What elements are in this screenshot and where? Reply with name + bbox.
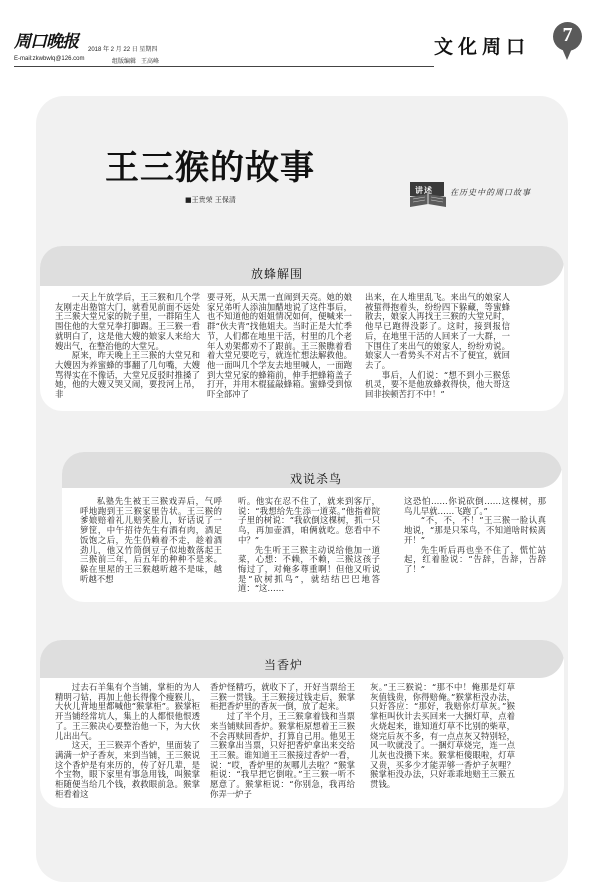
article-byline: ■王贵荣 王保清 [185, 196, 236, 204]
issue-date: 2018 年 2 月 22 日 星期四 [88, 47, 158, 53]
paragraph: 过了半个月，王三猴拿着钱和当票来当铺赎回香炉。猴掌柜原想着王三猴不会再赎回香炉，打算自己用。他见王三猴拿出当票，只好把香炉拿出来交给王三猴。谁知道王三猴接过香炉一看，说：“哎，香炉里的灰哪儿去啦？”猴掌柜说：“我早把它倒啦。”王三猴一听不愿意了。猴掌柜说：“你别急，我再给你弄一炉子 [210, 711, 355, 799]
section-2-column-2 [238, 497, 380, 594]
page-number-badge [553, 22, 582, 62]
paragraph: 过去石羊集有个当铺，掌柜的为人精明刁钻，再加上他长得像个瘦猴儿，大伙儿背地里都喊他“猴掌柜”。猴掌柜开当铺经常坑人，集上的人都恨他恨透了。王三猴决心要整治他一下，为大伙儿出出气。 [55, 682, 200, 741]
paragraph: 先生听王三猴主动说给他加一道菜，心想：不赖，不赖，三猴这孩子悔过了，对俺多尊重啊！但他又听说是“砍树抓鸟”，就结结巴巴地答道：“这…… [238, 544, 380, 594]
tag-highlight: 讲述 [415, 185, 433, 195]
tag-text: 在历史中的周口故事 [450, 188, 531, 197]
page-section-title: 文化周口 [434, 37, 531, 58]
section-1-column-2 [207, 293, 352, 400]
paragraph: 原来，昨天晚上王三猴的大堂兄和大嫂因为养蜜蜂的事翻了几句嘴，大嫂骂得实在不像话，大堂兄反驳时推搡了她，他的大嫂又哭又闹，要投河上吊，非 [55, 350, 200, 400]
section-3-column-3 [370, 683, 515, 790]
paragraph: 这天，王三猴弄个香炉，里面装了满满一炉子香灰，来到当铺，王三猴说这个香炉是有来历的，传了好几辈，是个宝物，眼下家里有事急用钱，叫猴掌柜随便当给几个钱，救救眼前急。猴掌柜看着这 [55, 740, 200, 799]
section-2-column-3 [404, 497, 546, 575]
section-2-column-1 [80, 497, 222, 584]
paragraph: 事后，人们说：“想不到小三猴恁机灵，要不是他放蜂救得快，他大哥这回非挨顿苦打不中！” [365, 369, 510, 400]
section-heading-2: 戏说杀鸟 [290, 472, 343, 486]
section-1-column-3 [365, 293, 510, 400]
article-title: 王三猴的故事 [105, 150, 315, 187]
editor-name: 王高峰 [141, 59, 160, 65]
paragraph: 出来，在人堆里乱飞。来出气的娘家人被蜇得抱着头，纷纷四下躲藏，等蜜蜂散去，娘家人再找王三猴的大堂兄时，他早已跑得没影了。这时，接到报信后，在地里干活的人回来了一大群，一下围住了来出气的娘家人，纷纷劝说。娘家人一看势头不对占不了便宜，就回去了。 [365, 292, 510, 370]
section-3-column-1 [55, 683, 200, 799]
masthead-logo: 周口晚报 [14, 32, 78, 51]
paragraph: 灰。”王三猴说：“那不中！俺那是灯草灰值钱贵，你得赔俺。”猴掌柜没办法，只好答应：“那好，我赔你灯草灰。”猴掌柜叫伙计去买回来一大捆灯草，点着火烧起来，谁知道灯草不比别的柴草，烧完后灰不多，有一点点灰又特别轻，风一吹就没了。一捆灯草烧完，连一点儿灰也没攒下来。猴掌柜傻眼啦，灯草又贵，买多少才能弄够一香炉子灰哩？猴掌柜没办法，只好乖乖地赔王三猴五贯钱。 [370, 682, 515, 790]
paragraph: “不，不，不！”王三猴一脸认真地说，“那是只笨鸟，不知道啥时候离开！” [404, 515, 546, 545]
paragraph: 听。他实在忍不住了，就来到客厅，说：“我想给先生添一道菜。”他指着院子里的树说：“我砍倒这棵树，抓一只鸟，再加壶酒，咱俩就吃。您看中不中？” [238, 496, 380, 545]
paragraph: 要寻死，从天黑一直闹到天亮。她的娘家兄弟听人添油加醋地说了这件事后，也不知道他的姐姐情况如何，便喊来一群“伙夫青”找他姐夫。当时正是大忙季节，人们都在地里干活，村里的几个老年人劝架都劝不了跟前。王三猴瞧着看着大堂兄要吃亏，就连忙想法解救他。他一面叫几个学友去地里喊人，一面跑到大堂兄家的蜂箱前，伸手把蜂箱盖子打开，并用木棍猛敲蜂箱。蜜蜂受到惊吓全部冲了 [207, 292, 352, 400]
contact-email: E-mail:zkwbwlq@126.com [14, 56, 85, 62]
paragraph: 私塾先生被王三猴戏弄后，气呼呼地跑到王三猴家里告状。王三猴的爹娘赔着礼儿赔笑脸儿，好话说了一箩筐，中午招待先生有酒有肉，酒足饭饱之后，先生仍赖着不走，趁着酒劲儿，他又竹筒倒豆子似地数落起王三猴前三年，后五年的种种不是来。躲在里屋的王三猴越听越不是味，越听越不想 [80, 496, 222, 584]
paragraph: 先生听后再也坐不住了，慌忙站起，红着脸说：“告辞，告辞，告辞了！” [404, 544, 546, 574]
paragraph: 这恐怕……你说砍倒……这棵树，那鸟儿早就……飞跑了。” [404, 496, 546, 516]
section-1-column-1 [55, 293, 200, 400]
section-heading-1: 放蜂解围 [251, 267, 304, 281]
header-rule [14, 66, 434, 67]
badge-tip-shape [561, 46, 573, 60]
editor-credit [112, 56, 159, 65]
column-tag [408, 180, 584, 210]
page-number: 7 [562, 24, 573, 46]
section-heading-3: 当香炉 [264, 658, 304, 672]
paragraph: 一天上午放学后，王三猴和几个学友刚走出塾馆大门，就看见前面不远处王三猴大堂兄家的院子里，一群陌生人围住他的大堂兄拳打脚踢。王三猴一看就明白了，这是他大嫂的娘家人来给大嫂出气，在整治他的大堂兄。 [55, 292, 200, 351]
paragraph: 香炉怪精巧，就收下了，开好当票给王三猴一贯钱。王三猴接过钱走后，猴掌柜把香炉里的香灰一倒，放了起来。 [210, 682, 355, 712]
section-3-column-2 [210, 683, 355, 799]
editor-label: 组版编辑 [112, 59, 137, 65]
